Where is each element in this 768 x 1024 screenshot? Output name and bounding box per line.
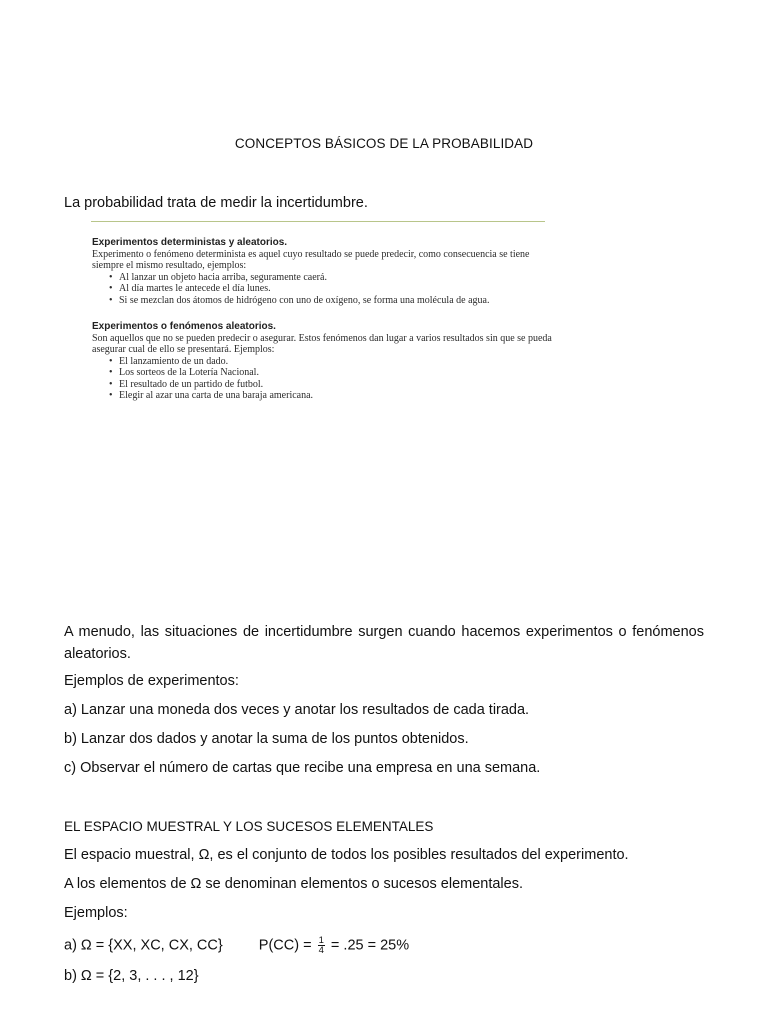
examples-label: Ejemplos: xyxy=(64,905,128,921)
probability-result: = .25 = 25% xyxy=(330,937,410,954)
elementary-events-definition: A los elementos de Ω se denominan elementos o sucesos elementales. xyxy=(64,876,523,892)
uncertainty-paragraph: A menudo, las situaciones de incertidumbre surgen cuando hacemos experimentos o fenómenos aleatorios. xyxy=(64,624,704,662)
section-divider xyxy=(91,221,545,222)
random-experiments-box xyxy=(92,321,552,402)
list-item: • El resultado de un partido de futbol. xyxy=(109,379,552,391)
example-b: b) Lanzar dos dados y anotar la suma de los puntos obtenidos. xyxy=(64,731,469,747)
page-title: CONCEPTOS BÁSICOS DE LA PROBABILIDAD xyxy=(234,136,534,151)
box2-heading: Experimentos o fenómenos aleatorios. xyxy=(92,321,276,332)
deterministic-experiments-box xyxy=(92,237,552,306)
list-item: • Al lanzar un objeto hacia arriba, seguramente caerá. xyxy=(109,272,552,284)
list-item: • Si se mezclan dos átomos de hidrógeno con uno de oxígeno, se forma una molécula de agua. xyxy=(109,295,552,307)
example-a: a) Lanzar una moneda dos veces y anotar los resultados de cada tirada. xyxy=(64,702,530,718)
example-sample-space-a xyxy=(64,936,409,955)
list-item: • El lanzamiento de un dado. xyxy=(109,356,552,368)
intro-sentence: La probabilidad trata de medir la incertidumbre. xyxy=(64,195,368,211)
examples-heading: Ejemplos de experimentos: xyxy=(64,673,239,689)
example-sample-space-b: b) Ω = {2, 3, . . . , 12} xyxy=(64,968,199,984)
sample-space-a-set: a) Ω = {XX, XC, CX, CC} xyxy=(64,937,223,954)
section2-title: EL ESPACIO MUESTRAL Y LOS SUCESOS ELEMENTALES xyxy=(64,819,434,834)
fraction-one-quarter xyxy=(318,936,325,955)
sample-space-definition: El espacio muestral, Ω, es el conjunto de todos los posibles resultados del experimento. xyxy=(64,847,629,863)
list-item: • Al día martes le antecede el día lunes. xyxy=(109,283,552,295)
list-item: • Elegir al azar una carta de una baraja americana. xyxy=(109,390,552,402)
fraction-numerator: 1 xyxy=(318,935,324,946)
list-item: • Los sorteos de la Lotería Nacional. xyxy=(109,367,552,379)
box1-heading: Experimentos deterministas y aleatorios. xyxy=(92,237,288,248)
box1-list xyxy=(92,272,552,307)
box2-text: Son aquellos que no se pueden predecir o asegurar. Estos fenómenos dan lugar a varios resultados sin que se pueda asegurar cual de ello se presentará. Ejemplos: xyxy=(92,332,552,355)
box1-text: Experimento o fenómeno determinista es aquel cuyo resultado se puede predecir, como consecuencia se tiene siempre el mismo resultado, ejemplos: xyxy=(92,248,530,271)
example-c: c) Observar el número de cartas que recibe una empresa en una semana. xyxy=(64,760,541,776)
fraction-denominator: 4 xyxy=(318,945,324,956)
box2-list xyxy=(92,356,552,402)
probability-prefix: P(CC) = xyxy=(258,937,312,954)
